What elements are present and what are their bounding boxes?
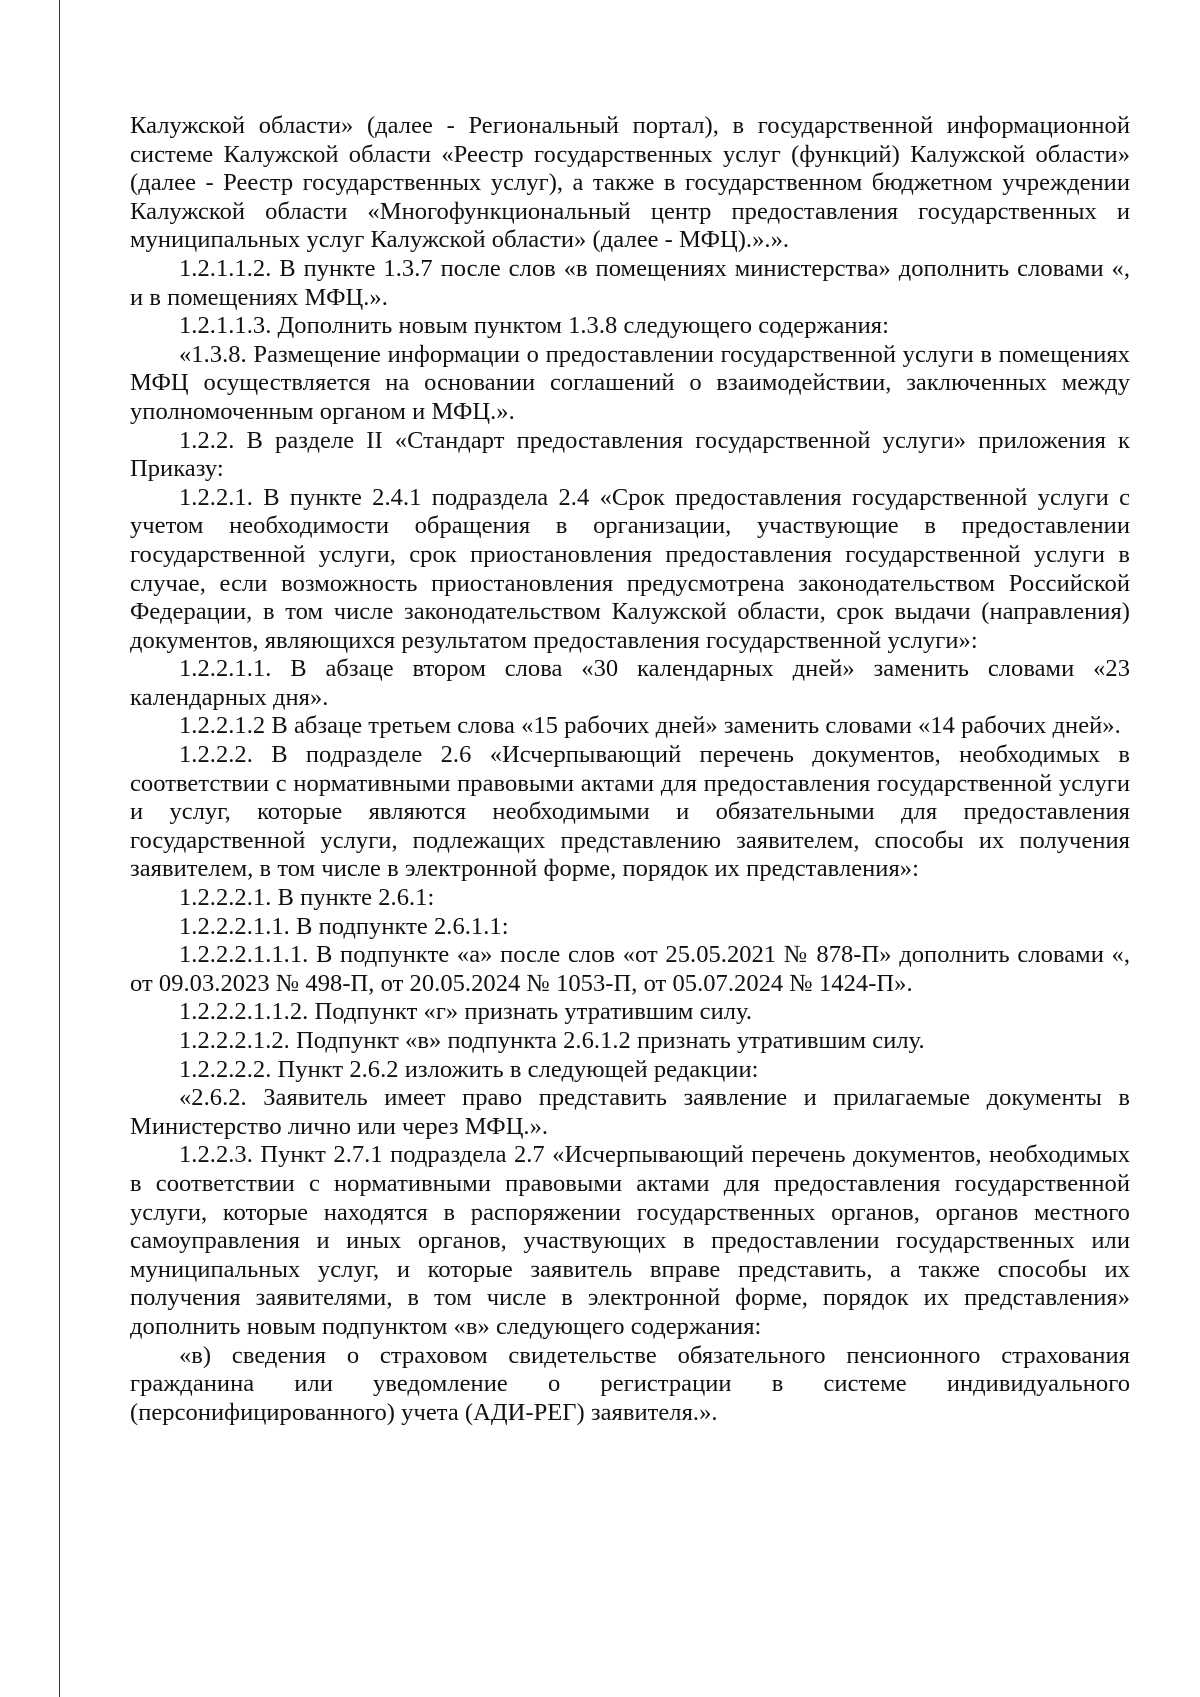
paragraph-1-2-2-2-1-1-1: 1.2.2.2.1.1.1. В подпункте «а» после слов «от 25.05.2021 № 878-П» дополнить словами «, от 09.03.2023 № 498-П, от 20.05.2024 № 1053-П, от 05.07.2024 № 1424-П».	[130, 941, 1130, 997]
paragraph-1-2-2-3: 1.2.2.3. Пункт 2.7.1 подраздела 2.7 «Исчерпывающий перечень документов, необходимых в соответствии с нормативными правовыми актами для предоставления государственной услуги, которые находятся в распоряжении государственных органов, органов местного самоуправления и иных органов, участвующих в предоставлении государственных или муниципальных услуг, и которые заявитель вправе представить, а также способы их получения заявителями, в том числе в электронной форме, порядок их представления» дополнить новым подпунктом «в» следующего содержания:	[130, 1141, 1130, 1340]
paragraph-continuation: Калужской области» (далее - Региональный портал), в государственной информационной системе Калужской области «Реестр государственных услуг (функций) Калужской области» (далее - Реестр государственных услуг), а также в государственном бюджетном учреждении Калужской области «Многофункциональный центр предоставления государственных и муниципальных услуг Калужской области» (далее - МФЦ).».».	[130, 112, 1130, 254]
paragraph-1-2-2-1-2: 1.2.2.1.2 В абзаце третьем слова «15 рабочих дней» заменить словами «14 рабочих дней».	[179, 712, 1121, 740]
paragraph-1-2-2-2: 1.2.2.2. В подразделе 2.6 «Исчерпывающий перечень документов, необходимых в соответствии с нормативными правовыми актами для предоставления государственной услуги и услуг, которые являются необходимыми и обязательными для предоставления государственной услуги, подлежащих представлению заявителем, способы их получения заявителем, в том числе в электронной форме, порядок их представления»:	[130, 741, 1130, 883]
paragraph-1-2-2-2-1: 1.2.2.2.1. В пункте 2.6.1:	[179, 884, 435, 912]
paragraph-1-2-2-2-1-1-2: 1.2.2.2.1.1.2. Подпункт «г» признать утратившим силу.	[179, 998, 753, 1026]
document-body	[130, 112, 1130, 1427]
paragraph-1-2-2-2-2: 1.2.2.2.2. Пункт 2.6.2 изложить в следующей редакции:	[179, 1055, 759, 1083]
paragraph-quote-subitem-v: «в) сведения о страховом свидетельстве обязательного пенсионного страхования гражданина или уведомление о регистрации в системе индивидуального (персонифицированного) учета (АДИ-РЕГ) заявителя.».	[130, 1341, 1130, 1426]
paragraph-1-2-2-2-1-1: 1.2.2.2.1.1. В подпункте 2.6.1.1:	[179, 912, 509, 940]
paragraph-1-2-2: 1.2.2. В разделе II «Стандарт предоставления государственной услуги» приложения к Приказу:	[130, 426, 1130, 483]
paragraph-quote-2-6-2: «2.6.2. Заявитель имеет право представить заявление и прилагаемые документы в Министерство лично или через МФЦ.».	[130, 1084, 1130, 1140]
paragraph-1-2-2-2-1-2: 1.2.2.2.1.2. Подпункт «в» подпункта 2.6.1.2 признать утратившим силу.	[179, 1027, 925, 1054]
paragraph-1-2-1-1-2: 1.2.1.1.2. В пункте 1.3.7 после слов «в помещениях министерства» дополнить словами «, и в помещениях МФЦ.».	[130, 254, 1130, 311]
paragraph-1-2-2-1-1: 1.2.2.1.1. В абзаце втором слова «30 календарных дней» заменить словами «23 календарных дня».	[130, 655, 1130, 711]
scan-page-edge	[59, 0, 60, 1697]
paragraph-1-2-2-1: 1.2.2.1. В пункте 2.4.1 подраздела 2.4 «Срок предоставления государственной услуги с учетом необходимости обращения в организации, участвующие в предоставлении государственной услуги, срок приостановления предоставления государственной услуги в случае, если возможность приостановления предусмотрена законодательством Российской Федерации, в том числе законодательством Калужской области, срок выдачи (направления) документов, являющихся результатом предоставления государственной услуги»:	[130, 483, 1130, 654]
paragraph-1-2-1-1-3: 1.2.1.1.3. Дополнить новым пунктом 1.3.8 следующего содержания:	[179, 312, 889, 340]
paragraph-quote-1-3-8: «1.3.8. Размещение информации о предоставлении государственной услуги в помещениях МФЦ осуществляется на основании соглашений о взаимодействии, заключенных между уполномоченным органом и МФЦ.».	[130, 340, 1130, 425]
